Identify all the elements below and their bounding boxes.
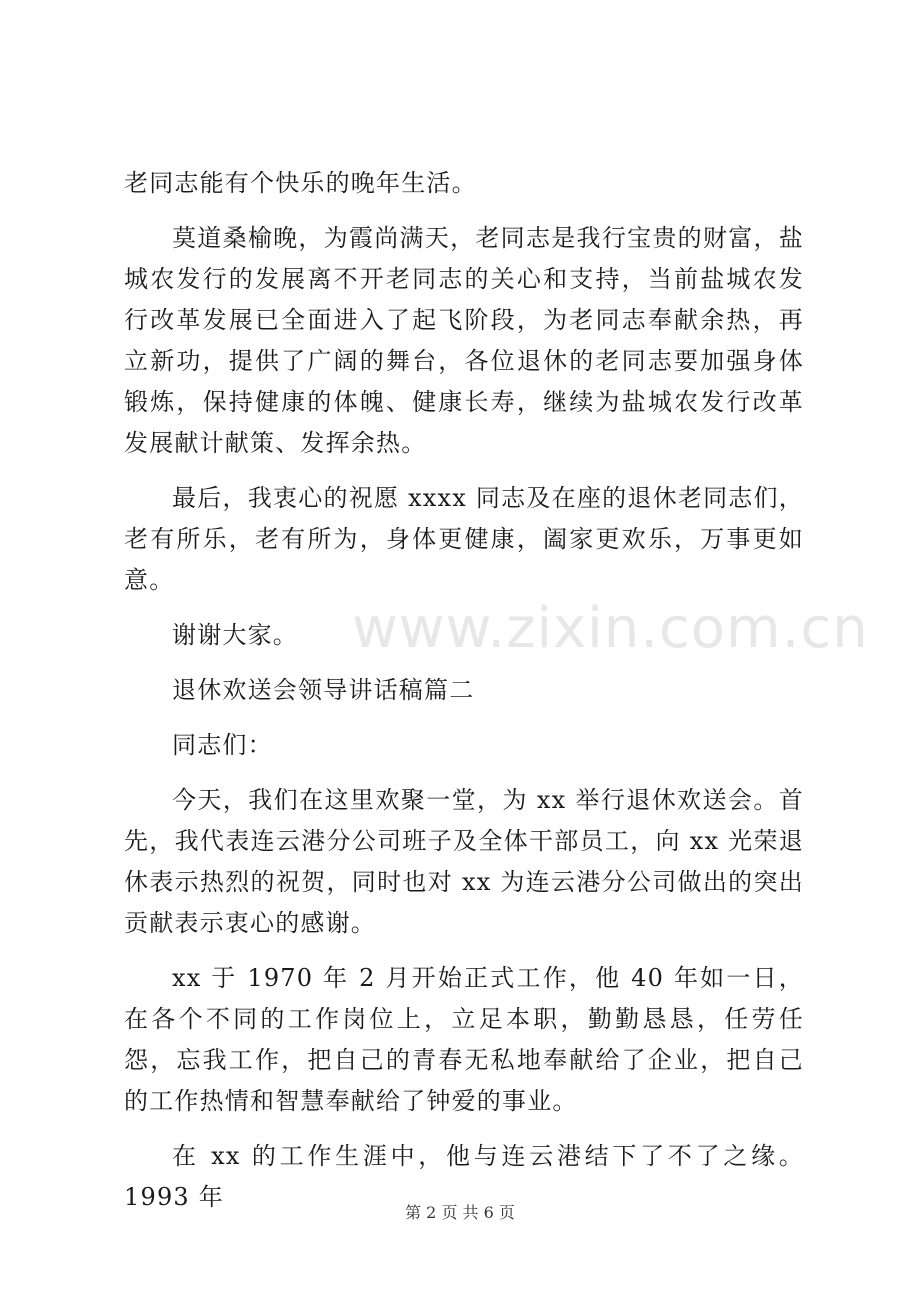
salutation: 同志们： <box>172 731 273 759</box>
paragraph-opening: 今天，我们在这里欢聚一堂，为 xx 举行退休欢送会。首先，我代表连云港分公司班子及全体干部员工，向 xx 光荣退休表示热烈的祝贺，同时也对 xx 为连云港分公司做出的突出贡献表示衷心的感谢。 <box>124 786 804 937</box>
watermark: www.zixin.com.cn <box>352 596 869 661</box>
paragraph-continuation: 老同志能有个快乐的晚年生活。 <box>124 169 477 197</box>
paragraph-veteran-comrades: 莫道桑榆晚，为霞尚满天，老同志是我行宝贵的财富，盐城农发行的发展离不开老同志的关心和支持，当前盐城农发行改革发展已全面进入了起飞阶段，为老同志奉献余热，再立新功，提供了广阔的舞台，各位退休的老同志要加强身体锻炼，保持健康的体魄、健康长寿，继续为盐城农发行改革发展献计献策、发挥余热。 <box>124 224 804 457</box>
paragraph-closing-wishes: 最后，我衷心的祝愿 xxxx 同志及在座的退休老同志们，老有所乐，老有所为，身体更健康，阖家更欢乐，万事更如意。 <box>124 484 804 594</box>
paragraph-lianyungang: 在 xx 的工作生涯中，他与连云港结下了不了之缘。1993 年 <box>124 1142 804 1211</box>
page-footer: 第 2 页 共 6 页 <box>405 1203 515 1222</box>
section-heading: 退休欢送会领导讲话稿篇二 <box>172 676 475 704</box>
paragraph-thanks: 谢谢大家。 <box>172 621 298 649</box>
document-body <box>124 163 804 1232</box>
paragraph-career: xx 于 1970 年 2 月开始正式工作，他 40 年如一日，在各个不同的工作岗位上，立足本职，勤勤恳恳，任劳任怨，忘我工作，把自己的青春无私地奉献给了企业，把自己的工作热情和智慧奉献给了钟爱的事业。 <box>124 964 804 1115</box>
